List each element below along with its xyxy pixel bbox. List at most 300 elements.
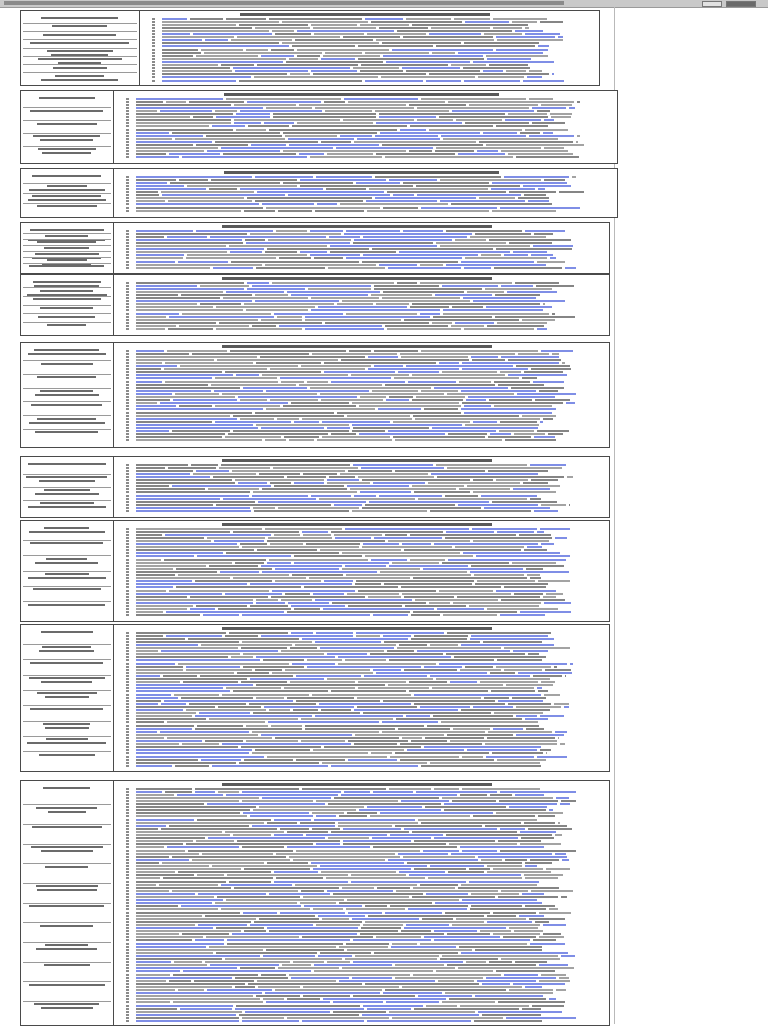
document-link[interactable] — [305, 328, 384, 330]
document-link[interactable] — [508, 374, 567, 376]
document-link[interactable] — [432, 427, 538, 429]
document-link[interactable] — [136, 254, 184, 256]
document-link[interactable] — [315, 715, 403, 717]
document-link[interactable] — [430, 865, 484, 867]
document-link[interactable] — [261, 427, 324, 429]
document-link[interactable] — [429, 33, 481, 35]
document-link[interactable] — [393, 194, 414, 196]
document-link[interactable] — [470, 571, 569, 573]
document-link[interactable] — [374, 365, 403, 367]
document-link[interactable] — [431, 473, 538, 475]
document-link[interactable] — [262, 203, 314, 205]
document-link[interactable] — [263, 955, 315, 957]
document-link[interactable] — [386, 399, 409, 401]
document-link[interactable] — [279, 325, 382, 327]
document-link[interactable] — [250, 583, 352, 585]
document-link[interactable] — [136, 390, 211, 392]
document-link[interactable] — [317, 203, 337, 205]
document-link[interactable] — [161, 650, 278, 652]
document-link[interactable] — [398, 853, 448, 855]
document-link[interactable] — [403, 230, 443, 232]
document-link[interactable] — [346, 230, 400, 232]
document-link[interactable] — [517, 393, 576, 395]
document-link[interactable] — [291, 632, 313, 634]
document-link[interactable] — [136, 430, 169, 432]
document-link[interactable] — [252, 495, 308, 497]
document-link[interactable] — [252, 825, 335, 827]
document-link[interactable] — [352, 424, 462, 426]
document-link[interactable] — [294, 562, 389, 564]
document-link[interactable] — [280, 912, 345, 914]
document-link[interactable] — [136, 408, 263, 410]
document-link[interactable] — [236, 113, 270, 115]
document-link[interactable] — [402, 543, 431, 545]
document-link[interactable] — [340, 135, 372, 137]
document-link[interactable] — [423, 568, 523, 570]
document-link[interactable] — [177, 794, 223, 796]
document-link[interactable] — [367, 1020, 471, 1022]
document-link[interactable] — [136, 473, 190, 475]
document-link[interactable] — [364, 675, 427, 677]
document-link[interactable] — [520, 611, 571, 613]
document-link[interactable] — [250, 924, 313, 926]
document-link[interactable] — [214, 390, 263, 392]
document-link[interactable] — [509, 806, 547, 808]
document-link[interactable] — [274, 871, 318, 873]
document-link[interactable] — [434, 837, 518, 839]
document-link[interactable] — [550, 257, 556, 259]
document-link[interactable] — [500, 791, 576, 793]
document-link[interactable] — [199, 712, 250, 714]
document-link[interactable] — [136, 893, 195, 895]
document-link[interactable] — [305, 316, 430, 318]
document-link[interactable] — [392, 49, 493, 51]
document-link[interactable] — [329, 236, 360, 238]
document-link[interactable] — [513, 983, 565, 985]
document-link[interactable] — [532, 107, 566, 109]
document-link[interactable] — [461, 261, 534, 263]
document-link[interactable] — [335, 537, 371, 539]
document-link[interactable] — [351, 881, 466, 883]
document-link[interactable] — [481, 495, 537, 497]
document-link[interactable] — [195, 715, 312, 717]
document-link[interactable] — [262, 571, 377, 573]
document-link[interactable] — [136, 961, 171, 963]
document-link[interactable] — [486, 306, 552, 308]
document-link[interactable] — [198, 893, 266, 895]
document-link[interactable] — [473, 421, 497, 423]
document-link[interactable] — [552, 73, 554, 75]
document-link[interactable] — [458, 504, 538, 506]
document-link[interactable] — [565, 267, 576, 269]
document-link[interactable] — [373, 791, 413, 793]
document-link[interactable] — [426, 80, 461, 82]
document-link[interactable] — [318, 955, 352, 957]
document-link[interactable] — [464, 405, 491, 407]
document-link[interactable] — [212, 125, 245, 127]
document-link[interactable] — [362, 1014, 479, 1016]
document-link[interactable] — [136, 156, 179, 158]
document-link[interactable] — [560, 803, 570, 805]
document-link[interactable] — [198, 924, 247, 926]
document-link[interactable] — [463, 297, 536, 299]
document-link[interactable] — [311, 495, 351, 497]
document-link[interactable] — [504, 176, 569, 178]
document-link[interactable] — [527, 76, 542, 78]
document-link[interactable] — [470, 638, 554, 640]
document-link[interactable] — [261, 734, 352, 736]
document-link[interactable] — [496, 590, 556, 592]
document-link[interactable] — [216, 116, 270, 118]
document-link[interactable] — [525, 718, 548, 720]
document-link[interactable] — [320, 865, 427, 867]
document-link[interactable] — [310, 230, 343, 232]
document-link[interactable] — [136, 709, 183, 711]
document-link[interactable] — [210, 964, 279, 966]
document-link[interactable] — [162, 61, 283, 63]
document-link[interactable] — [424, 746, 541, 748]
document-link[interactable] — [136, 675, 160, 677]
document-link[interactable] — [136, 659, 260, 661]
document-link[interactable] — [136, 552, 223, 554]
document-link[interactable] — [363, 543, 399, 545]
document-link[interactable] — [416, 791, 497, 793]
document-link[interactable] — [136, 927, 213, 929]
document-link[interactable] — [570, 663, 573, 665]
document-link[interactable] — [402, 67, 460, 69]
document-link[interactable] — [256, 602, 285, 604]
document-link[interactable] — [221, 147, 333, 149]
document-link[interactable] — [136, 731, 157, 733]
document-link[interactable] — [417, 650, 510, 652]
document-link[interactable] — [367, 1008, 411, 1010]
document-link[interactable] — [242, 614, 370, 616]
document-link[interactable] — [334, 504, 362, 506]
document-link[interactable] — [136, 1020, 239, 1022]
document-link[interactable] — [544, 602, 571, 604]
document-link[interactable] — [566, 402, 575, 404]
document-link[interactable] — [316, 843, 340, 845]
document-link[interactable] — [306, 834, 387, 836]
document-link[interactable] — [240, 110, 322, 112]
document-link[interactable] — [538, 188, 545, 190]
document-link[interactable] — [136, 752, 249, 754]
document-link[interactable] — [468, 396, 555, 398]
document-link[interactable] — [353, 464, 433, 466]
document-link[interactable] — [500, 207, 580, 209]
document-link[interactable] — [136, 555, 194, 557]
document-link[interactable] — [515, 30, 543, 32]
document-link[interactable] — [245, 1011, 330, 1013]
document-link[interactable] — [292, 663, 335, 665]
document-link[interactable] — [399, 871, 445, 873]
document-link[interactable] — [374, 537, 442, 539]
document-link[interactable] — [383, 992, 442, 994]
document-link[interactable] — [136, 405, 176, 407]
document-link[interactable] — [400, 129, 426, 131]
document-link[interactable] — [444, 803, 557, 805]
document-link[interactable] — [549, 809, 553, 811]
document-link[interactable] — [464, 267, 491, 269]
document-link[interactable] — [207, 150, 280, 152]
document-link[interactable] — [473, 706, 513, 708]
document-link[interactable] — [160, 402, 288, 404]
document-link[interactable] — [417, 194, 521, 196]
document-link[interactable] — [136, 899, 223, 901]
document-link[interactable] — [501, 356, 559, 358]
document-link[interactable] — [327, 427, 350, 429]
document-link[interactable] — [558, 36, 563, 38]
document-link[interactable] — [327, 479, 359, 481]
document-link[interactable] — [233, 67, 350, 69]
document-link[interactable] — [564, 706, 569, 708]
document-link[interactable] — [316, 815, 336, 817]
document-link[interactable] — [311, 309, 440, 311]
document-link[interactable] — [162, 76, 251, 78]
document-link[interactable] — [289, 144, 379, 146]
document-link[interactable] — [136, 580, 192, 582]
document-link[interactable] — [353, 961, 463, 963]
document-link[interactable] — [162, 39, 202, 41]
document-link[interactable] — [173, 399, 237, 401]
document-link[interactable] — [461, 390, 536, 392]
document-link[interactable] — [136, 967, 237, 969]
document-link[interactable] — [357, 138, 440, 140]
document-link[interactable] — [399, 251, 510, 253]
document-link[interactable] — [136, 498, 220, 500]
document-link[interactable] — [540, 528, 570, 530]
document-link[interactable] — [162, 45, 289, 47]
document-link[interactable] — [373, 614, 408, 616]
document-link[interactable] — [421, 207, 497, 209]
document-link[interactable] — [496, 49, 548, 51]
document-link[interactable] — [373, 669, 401, 671]
document-link[interactable] — [469, 881, 539, 883]
document-link[interactable] — [136, 684, 253, 686]
document-link[interactable] — [162, 18, 187, 20]
document-link[interactable] — [212, 765, 328, 767]
document-link[interactable] — [136, 313, 179, 315]
document-link[interactable] — [345, 528, 469, 530]
document-link[interactable] — [160, 731, 249, 733]
document-link[interactable] — [136, 381, 162, 383]
document-link[interactable] — [486, 977, 556, 979]
document-link[interactable] — [162, 194, 285, 196]
document-link[interactable] — [294, 421, 319, 423]
document-link[interactable] — [420, 313, 440, 315]
document-link[interactable] — [242, 791, 341, 793]
document-link[interactable] — [269, 893, 330, 895]
document-link[interactable] — [300, 251, 327, 253]
document-link[interactable] — [227, 939, 350, 941]
document-link[interactable] — [162, 33, 190, 35]
document-link[interactable] — [222, 743, 351, 745]
document-link[interactable] — [379, 116, 436, 118]
document-link[interactable] — [352, 918, 419, 920]
document-link[interactable] — [336, 147, 433, 149]
document-link[interactable] — [321, 58, 355, 60]
document-link[interactable] — [500, 614, 545, 616]
document-link[interactable] — [406, 365, 513, 367]
document-link[interactable] — [136, 107, 263, 109]
document-link[interactable] — [238, 396, 357, 398]
document-link[interactable] — [136, 765, 172, 767]
document-link[interactable] — [518, 672, 572, 674]
document-link[interactable] — [490, 433, 511, 435]
document-link[interactable] — [220, 571, 259, 573]
document-link[interactable] — [274, 834, 303, 836]
document-link[interactable] — [136, 288, 244, 290]
document-link[interactable] — [203, 614, 239, 616]
document-link[interactable] — [363, 236, 467, 238]
document-link[interactable] — [435, 902, 542, 904]
document-link[interactable] — [251, 144, 286, 146]
document-link[interactable] — [136, 141, 212, 143]
document-link[interactable] — [232, 933, 357, 935]
document-link[interactable] — [458, 153, 505, 155]
document-link[interactable] — [493, 728, 523, 730]
document-link[interactable] — [523, 185, 571, 187]
document-link[interactable] — [166, 611, 284, 613]
document-link[interactable] — [404, 828, 497, 830]
document-link[interactable] — [386, 1001, 439, 1003]
document-link[interactable] — [243, 387, 307, 389]
document-link[interactable] — [136, 593, 222, 595]
document-link[interactable] — [136, 825, 166, 827]
document-link[interactable] — [323, 608, 434, 610]
document-link[interactable] — [462, 850, 497, 852]
document-link[interactable] — [186, 666, 240, 668]
document-link[interactable] — [210, 236, 326, 238]
document-link[interactable] — [418, 995, 472, 997]
document-link[interactable] — [261, 635, 353, 637]
document-link[interactable] — [530, 464, 566, 466]
document-link[interactable] — [299, 153, 324, 155]
document-link[interactable] — [513, 488, 550, 490]
document-link[interactable] — [333, 1001, 383, 1003]
document-link[interactable] — [388, 430, 496, 432]
document-link[interactable] — [543, 132, 553, 134]
document-link[interactable] — [492, 182, 567, 184]
document-link[interactable] — [365, 80, 423, 82]
document-link[interactable] — [136, 602, 253, 604]
document-link[interactable] — [471, 356, 498, 358]
document-link[interactable] — [462, 899, 537, 901]
document-link[interactable] — [288, 138, 354, 140]
document-link[interactable] — [205, 39, 228, 41]
document-link[interactable] — [291, 605, 345, 607]
document-link[interactable] — [463, 552, 560, 554]
document-link[interactable] — [318, 306, 407, 308]
document-link[interactable] — [505, 119, 541, 121]
document-link[interactable] — [529, 135, 574, 137]
document-link[interactable] — [363, 254, 478, 256]
document-link[interactable] — [380, 132, 480, 134]
document-link[interactable] — [258, 501, 366, 503]
document-link[interactable] — [327, 653, 367, 655]
document-link[interactable] — [166, 635, 222, 637]
document-link[interactable] — [379, 495, 442, 497]
document-link[interactable] — [455, 322, 494, 324]
document-link[interactable] — [424, 936, 500, 938]
document-link[interactable] — [161, 703, 186, 705]
document-link[interactable] — [369, 501, 489, 503]
document-link[interactable] — [190, 608, 215, 610]
document-link[interactable] — [310, 254, 360, 256]
document-link[interactable] — [498, 700, 543, 702]
document-link[interactable] — [373, 482, 425, 484]
document-link[interactable] — [525, 986, 542, 988]
document-link[interactable] — [136, 393, 172, 395]
document-link[interactable] — [540, 421, 543, 423]
document-link[interactable] — [136, 687, 223, 689]
document-link[interactable] — [300, 179, 386, 181]
document-link[interactable] — [352, 977, 392, 979]
document-link[interactable] — [389, 179, 437, 181]
document-link[interactable] — [525, 33, 560, 35]
document-link[interactable] — [178, 261, 228, 263]
document-link[interactable] — [537, 328, 547, 330]
document-link[interactable] — [195, 939, 224, 941]
document-link[interactable] — [314, 964, 392, 966]
document-link[interactable] — [136, 697, 178, 699]
document-link[interactable] — [477, 150, 498, 152]
document-link[interactable] — [291, 294, 368, 296]
document-link[interactable] — [497, 531, 534, 533]
document-link[interactable] — [537, 687, 542, 689]
document-link[interactable] — [264, 122, 294, 124]
document-link[interactable] — [366, 200, 437, 202]
document-link[interactable] — [267, 927, 358, 929]
document-link[interactable] — [348, 759, 397, 761]
document-link[interactable] — [356, 632, 444, 634]
document-link[interactable] — [462, 368, 528, 370]
document-link[interactable] — [439, 362, 459, 364]
document-link[interactable] — [465, 21, 509, 23]
document-link[interactable] — [208, 837, 325, 839]
document-link[interactable] — [196, 470, 229, 472]
document-link[interactable] — [486, 756, 534, 758]
document-link[interactable] — [426, 893, 468, 895]
document-link[interactable] — [274, 881, 348, 883]
document-link[interactable] — [461, 952, 568, 954]
document-link[interactable] — [443, 309, 543, 311]
document-link[interactable] — [452, 110, 534, 112]
document-link[interactable] — [250, 678, 324, 680]
document-link[interactable] — [361, 467, 444, 469]
document-link[interactable] — [477, 980, 536, 982]
document-link[interactable] — [327, 890, 393, 892]
document-link[interactable] — [446, 264, 546, 266]
document-link[interactable] — [522, 893, 544, 895]
document-link[interactable] — [376, 122, 462, 124]
document-link[interactable] — [534, 510, 558, 512]
document-link[interactable] — [404, 927, 506, 929]
document-link[interactable] — [338, 656, 451, 658]
document-link[interactable] — [136, 239, 242, 241]
document-link[interactable] — [388, 267, 461, 269]
document-link[interactable] — [136, 261, 175, 263]
document-link[interactable] — [368, 368, 459, 370]
document-link[interactable] — [491, 188, 535, 190]
document-link[interactable] — [343, 828, 401, 830]
document-link[interactable] — [272, 590, 355, 592]
document-link[interactable] — [527, 546, 542, 548]
document-link[interactable] — [531, 254, 553, 256]
document-link[interactable] — [288, 194, 390, 196]
document-link[interactable] — [320, 647, 394, 649]
document-link[interactable] — [243, 812, 309, 814]
